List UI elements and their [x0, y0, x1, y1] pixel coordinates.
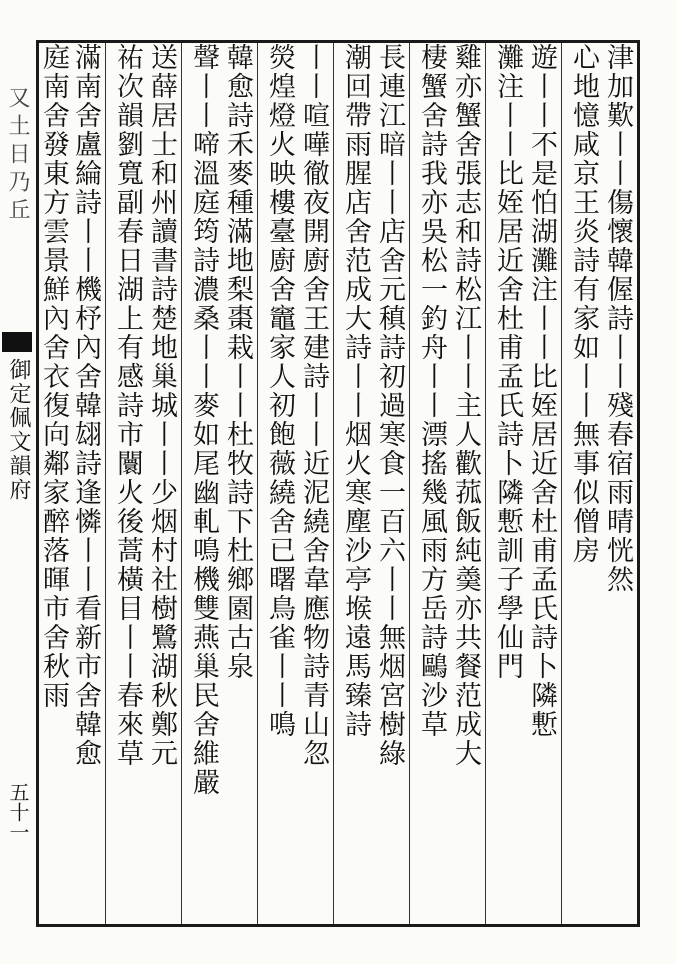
text-column-7: 長連江暗丨丨店舍元稹詩初過寒食一百六丨丨無烟宮樹綠 [374, 43, 405, 768]
text-column-4: 灘注丨丨比姪居近舍杜甫孟氏詩卜隣慙訓子學仙門 [492, 43, 523, 681]
column-rule [257, 43, 258, 924]
column-rule [409, 43, 410, 924]
page-number: 五十一 [6, 782, 30, 842]
text-column-12: 聲丨丨啼溫庭筠詩濃桑丨丨麥如尾幽軋鳴機雙燕巢民舍維嚴 [188, 43, 219, 797]
text-column-9: 丨丨喧嘩徹夜開廚舍王建詩丨丨近泥繞舍韋應物詩青山忽 [298, 43, 329, 768]
text-column-10: 熒煌燈火映樓臺廚舍竈家人初飽薇繞舍已曙鳥雀丨丨鳴 [264, 43, 295, 739]
text-column-15: 滿南舍盧綸詩丨丨機杼內舍韓翃詩逢憐丨丨看新市舍韓愈 [70, 43, 101, 768]
column-rule [105, 43, 106, 924]
column-rule [561, 43, 562, 924]
text-column-13: 送薛居士和州讀書詩楚地巢城丨丨少烟村社樹鷺湖秋鄭元 [146, 43, 177, 768]
text-column-1: 津加歎丨丨傷懷韓偓詩丨丨殘春宿雨晴恍然 [602, 43, 633, 594]
text-column-3: 遊丨丨不是怕湖灘注丨丨比姪居近舍杜甫孟氏詩卜隣慙 [526, 43, 557, 739]
text-column-11: 韓愈詩禾麥種滿地梨棗栽丨丨杜牧詩下杜鄉園古泉 [222, 43, 253, 681]
fishtail-mark [2, 332, 32, 352]
text-column-8: 潮回帶雨腥店舍范成大詩丨丨烟火寒塵沙亭堠遠馬臻詩 [340, 43, 371, 739]
margin-header: 又土日乃丘 [5, 86, 30, 226]
text-column-2: 心地憶咸京王炎詩有家如丨丨無事似僧房 [568, 43, 599, 565]
column-rule [485, 43, 486, 924]
text-column-5: 雞亦蟹舍張志和詩松江丨丨主人歡菰飯純羮亦共餐范成大 [450, 43, 481, 768]
text-column-14: 祐次韻劉寬副春日湖上有感詩市闤火後蒿橫目丨丨春來草 [112, 43, 143, 768]
text-column-6: 棲蟹舍詩我亦吳松一釣舟丨丨漂搖幾風雨方岳詩鷗沙草 [416, 43, 447, 739]
column-rule [181, 43, 182, 924]
book-title: 御定佩文韻府 [6, 358, 31, 502]
text-column-16: 庭南舍發東方雲景鮮內舍衣復向鄰家醉落暉市舍秋雨 [38, 43, 69, 710]
column-rule [333, 43, 334, 924]
page-margin [0, 40, 37, 927]
